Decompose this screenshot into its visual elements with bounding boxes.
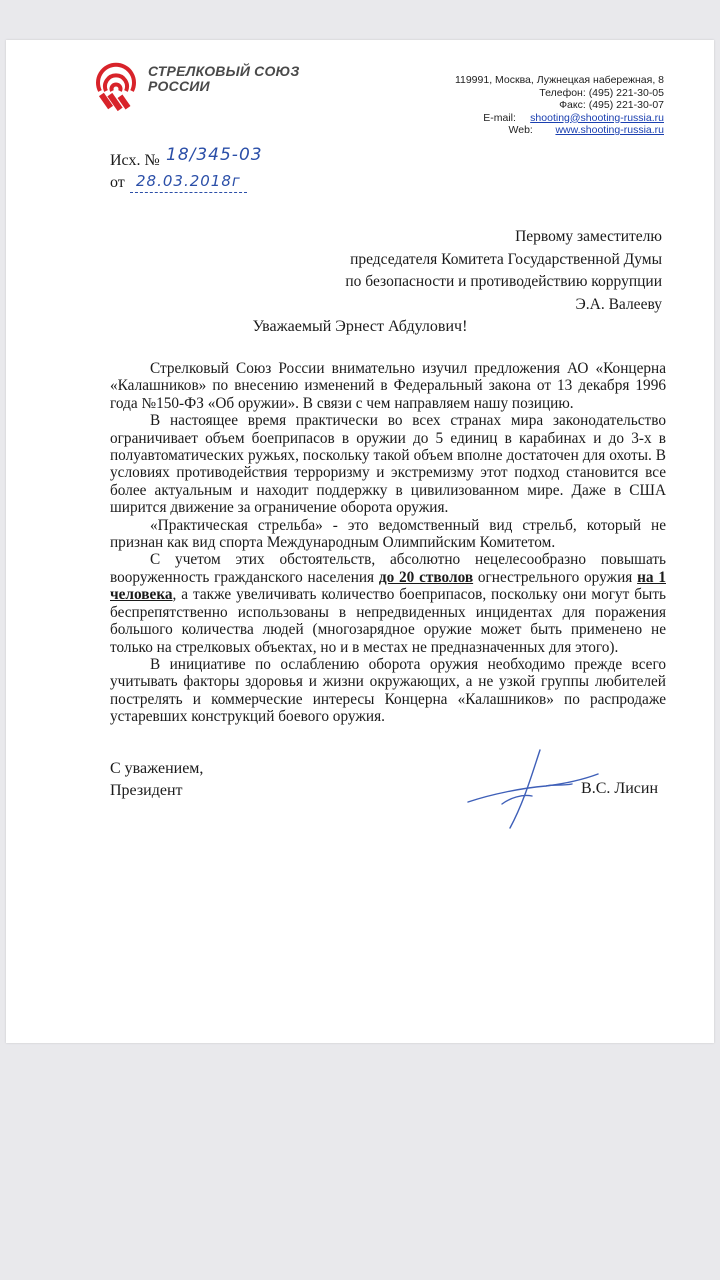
address: 119991, Москва, Лужнецкая набережная, 8 [454,74,664,86]
highlight-per-person: на 1 человека [110,568,666,604]
paragraph-4-part-a: С учетом этих обстоятельств, абсолютно нецелесообразно повышать вооруженность гражданского населения [110,551,666,586]
email-row [455,112,664,125]
addressee-line3: по безопасности и противодействию коррупции [345,273,662,290]
closing-block [110,758,203,802]
org-name-line1: СТРЕЛКОВЫЙ СОЮЗ [148,63,300,79]
paragraph-1: Стрелковый Союз России внимательно изучил предложения АО «Концерна «Калашников» по внесению изменений в Федеральный закона от 13 декабря 1996 года №150-ФЗ «Об оружии». В связи с чем направляем нашу позицию. [110,360,666,412]
outgoing-date-value: 28.03.2018г [130,170,247,193]
phone: Телефон: (495) 221-30-05 [539,86,664,99]
email-label: E-mail: [483,111,516,124]
shooting-union-logo [94,57,138,113]
closing-regards: С уважением, [110,760,204,777]
web-label: Web: [508,124,533,136]
paragraph-4 [110,551,666,655]
letter-body [110,360,666,726]
highlight-20-barrels: до 20 стволов [378,568,474,586]
paragraph-4-part-e: , а также увеличивать количество боеприпасов, поскольку они могут быть беспрепятственно использованы в непредвиденных инцидентах для поражения большого количества людей (многозарядное оружие может быть применено не только на стрелковых объектах, но и в местах не предназначенных для этого). [110,586,666,656]
outgoing-number-label: Исх. № [110,152,160,169]
outgoing-date-line [110,172,241,194]
outgoing-date-label: от [110,174,125,191]
closing-title: Президент [110,782,183,799]
organization-name [148,64,300,94]
addressee-block [345,226,662,316]
addressee-line4: Э.А. Валееву [575,295,662,313]
paragraph-5: В инициативе по ослаблению оборота оружия необходимо прежде всего учитывать факторы здоровья и жизни окружающих, а не узкой группы любителей пострелять и коммерческие интересы Концерна «Калашников» по распродаже устаревших конструкций боевого оружия. [110,655,666,726]
signer-name: В.С. Лисин [581,780,658,797]
paragraph-4-part-c: огнестрельного оружия [473,568,638,586]
email-link[interactable]: shooting@shooting-russia.ru [530,111,664,124]
paragraph-3: «Практическая стрельба» - это ведомственный вид стрельб, который не признан как вид спорта Международным Олимпийским Комитетом. [110,516,666,552]
web-row [455,124,664,137]
outgoing-number-line [110,145,263,172]
salutation: Уважаемый Эрнест Абдулович! [252,318,468,335]
addressee-line2: председателя Комитета Государственной Думы [350,250,662,268]
paragraph-2: В настоящее время практически во всех странах мира законодательство ограничивает объем боеприпасов в оружии до 5 единиц в карабинах и до 3-х в полуавтоматических ружьях, поскольку такой объем вполне достаточен для охоты. В условиях противодействия терроризму и экстремизму этот подход становится все более актуальным и находит поддержку в цивилизованном мире. Даже в США ширится движение за ограничение оборота оружия. [110,412,666,517]
web-link[interactable]: www.shooting-russia.ru [555,124,664,136]
org-name-line2: РОССИИ [148,78,210,94]
outgoing-reference [110,145,263,194]
fax: Факс: (495) 221-30-07 [559,99,664,111]
addressee-line1: Первому заместителю [515,228,662,245]
contact-block [455,74,664,137]
outgoing-number-value: 18/345-03 [166,145,263,165]
